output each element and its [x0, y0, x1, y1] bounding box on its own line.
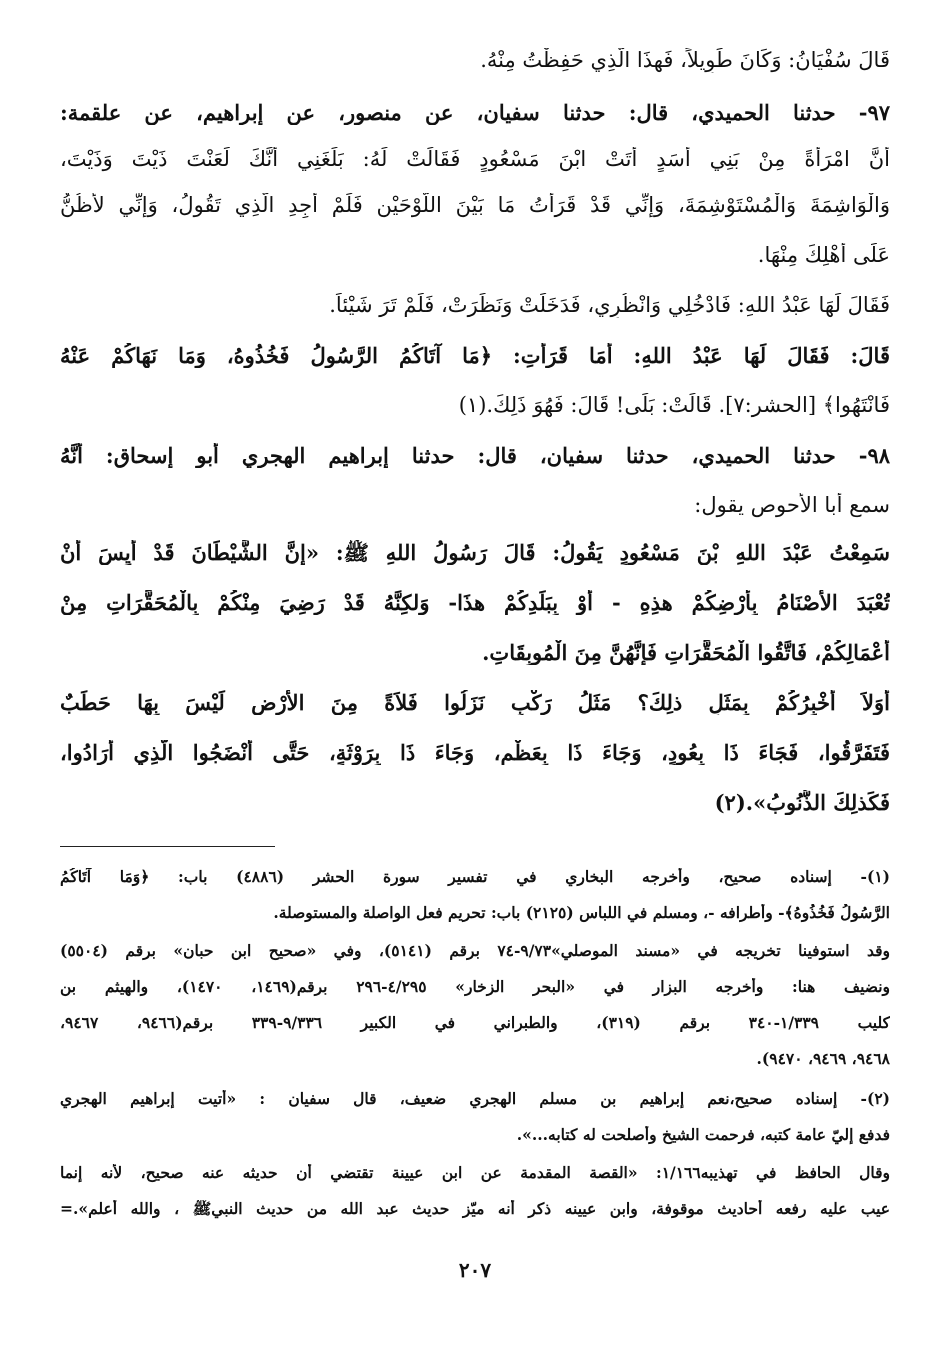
hadith-97-chain: ٩٧- حدثنا الحميدي، قال: حدثنا سفيان، عن منصور، عن إبراهيم، عن علقمة:: [60, 100, 890, 125]
text-line: قَالَ سُفْيَانُ: وَكَانَ طَوِيلاً، فَهذَا الَّذِي حَفِظْتُ مِنْهُ.: [480, 48, 890, 72]
footnote-line: (١)- إسناده صحيح، وأخرجه البخاري في تفسير سورة الحشر (٤٨٨٦) باب: ﴿وَمَا آتَاكُمُ: [60, 868, 890, 886]
text-line: عَلَى أَهْلِكَ مِنْهَا.: [757, 243, 890, 267]
quran-quote-line: قَالَ: فَقَالَ لَهَا عَبْدُ اللهِ: أَمَا قَرَأْتِ: ﴿مَا آتَاكُمُ الرَّسُولُ فَخُذُوهُ، وَمَا نَهَاكُمْ عَنْهُ: [60, 343, 890, 368]
hadith-text-line: فَتَفَرَّقُوا، فَجَاءَ ذَا بِعُودٍ، وَجَاءَ ذَا بِعَظْمٍ، وَجَاءَ ذَا بِرَوْثَةٍ، حَتَّى أَنْضَجُوا الَّذِي أَرَادُوا،: [60, 740, 890, 765]
footnote-line: وقال الحافظ في تهذيبه١/١٦٦: «القصة المقدمة عن ابن عيينة تقتضي أن حديثه عنه صحيح، لأنه إنما: [60, 1164, 890, 1182]
hadith-text-line: سَمِعْتُ عَبْدَ اللهِ بْنَ مَسْعُودٍ يَقُولُ: قَالَ رَسُولُ اللهِ ﷺ: «إِنَّ الشَّيْطَانَ قَدْ أَيِسَ أَنْ: [60, 540, 890, 565]
footnote-line: ٩٤٦٨، ٩٤٦٩، ٩٤٧٠).: [756, 1050, 890, 1068]
footnote-line: عيب عليه رفعه أحاديث موقوفة، وابن عيينه ذكر أنه ميّز حديث عبد الله من حديث النبيﷺ ، والله أعلم».=: [60, 1200, 890, 1218]
footnote-line: كليب ١/٣٣٩-٣٤٠ برقم (٣١٩)، والطبراني في الكبير ٩/٣٣٦-٣٣٩ برقم(٩٤٦٦، ٩٤٦٧،: [60, 1014, 890, 1032]
footnote-line: ونضيف هنا: وأخرجه البزار في «البحر الزخار» ٤/٢٩٥-٢٩٦ برقم(١٤٦٩، ١٤٧٠)، والهيثم بن: [60, 978, 890, 996]
page-number: ٢٠٧: [458, 1258, 492, 1282]
book-page: [60, 40, 890, 1340]
hadith-text-line: أَعْمَالِكُمْ، فَاتَّقُوا الْمُحَقَّرَاتِ فَإِنَّهُنَّ مِنَ الْمُوبِقَاتِ.: [482, 640, 890, 665]
text-line: فَقَالَ لَهَا عَبْدُ اللهِ: فَادْخُلِي وَانْظُرِي، فَدَخَلَتْ وَنَظَرَتْ، فَلَمْ تَرَ شَيْئاً.: [329, 293, 890, 317]
hadith-text-line: تُعْبَدَ الأَصْنَامُ بِأَرْضِكُمْ هذِهِ - أَوْ بِبَلَدِكُمْ هذَا- وَلكِنَّهُ قَدْ رَضِيَ مِنْكُمْ بِالْمُحَقَّرَاتِ مِنْ: [60, 590, 890, 615]
text-line: سمع أبا الأحوص يقول:: [694, 493, 890, 517]
text-line: فَانْتَهُوا﴾ [الحشر:٧]. قَالَتْ: بَلَى! قَالَ: فَهُوَ ذَلِكَ.(١): [458, 393, 890, 417]
footnote-line: (٢)- إسناده صحيح،نعم إبراهيم بن مسلم الهجري ضعيف، قال سفيان : «أتيت إبراهيم الهجري: [60, 1090, 890, 1108]
footnote-line: الرَّسُولُ فَخُذُوهُ﴾- وأطرافه -، ومسلم في اللباس (٢١٢٥) باب: تحريم فعل الواصلة والمستوصلة.: [273, 904, 890, 922]
footnote-separator: [60, 846, 275, 847]
hadith-text-line: فَكَذلِكَ الذُّنُوبُ».(٢): [714, 790, 890, 815]
text-line: وَالْوَاشِمَةَ وَالْمُسْتَوْشِمَةَ، وَإِنِّي قَدْ قَرَأْتُ مَا بَيْنَ اللَّوْحَيْنِ فَلَمْ أَجِدِ الَّذِي تَقُولُ، وَإِنِّي لأَظُنُّ: [60, 193, 890, 217]
footnote-line: وقد استوفينا تخريجه في «مسند الموصلي»٩/٧٣-٧٤ برقم (٥١٤١)، وفي «صحيح ابن حبان» برقم (٥٥٠٤): [60, 942, 890, 960]
hadith-98-chain: ٩٨- حدثنا الحميدي، حدثنا سفيان، قال: حدثنا إبراهيم الهجري أبو إسحاق: أنَّهُ: [60, 443, 890, 468]
footnote-line: فدفع إليّ عامة كتبه، فرحمت الشيخ وأصلحت له كتابه...».: [516, 1126, 890, 1144]
hadith-text-line: أَوَلاَ أُخْبِرُكُمْ بِمَثَلِ ذلِكَ؟ مَثَلُ رَكْبٍ نَزَلُوا فَلاَةً مِنَ الأَرْضِ لَيْسَ بِهَا حَطَبٌ: [60, 690, 890, 715]
text-line: أنَّ امْرَأَةً مِنْ بَنِي أَسَدٍ أَتَتْ ابْنَ مَسْعُودٍ فَقَالَتْ لَهُ: بَلَغَنِي أَنَّكَ لَعَنْتَ ذَيْتَ وَذَيْتَ،: [60, 147, 890, 171]
